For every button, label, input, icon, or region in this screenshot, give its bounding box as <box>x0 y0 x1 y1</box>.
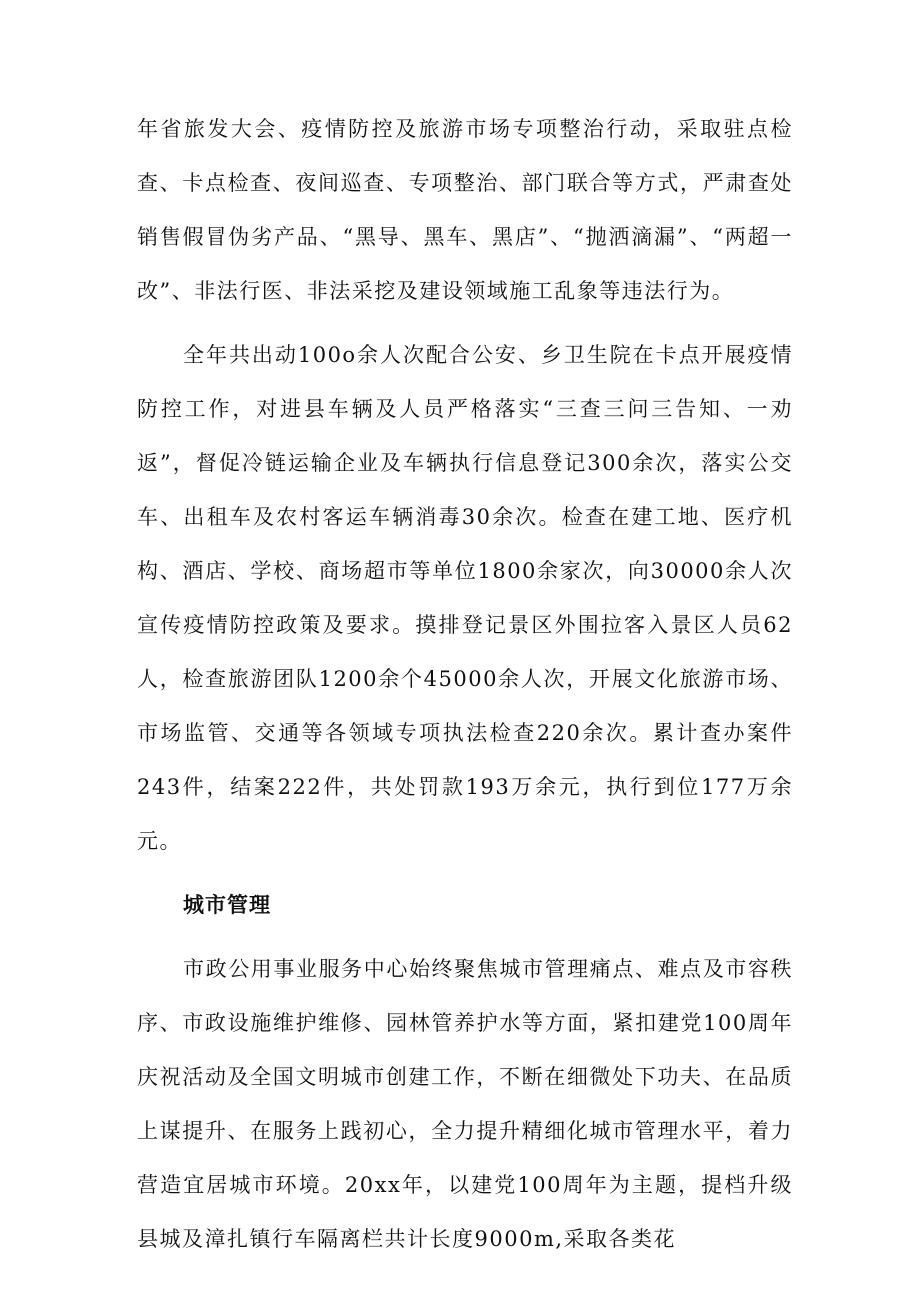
document-page <box>137 102 793 1276</box>
paragraph-city-management: 市政公用事业服务中心始终聚焦城市管理痛点、难点及市容秩序、市政设施维护维修、园林管养护水等方面，紧扣建党100周年庆祝活动及全国文明城市创建工作，不断在细微处下功夫、在品质上谋提升、在服务上践初心，全力提升精细化城市管理水平，着力营造宜居城市环境。20xx年，以建党100周年为主题，提档升级县城及漳扎镇行车隔离栏共计长度9000m,采取各类花 <box>137 957 793 1251</box>
paragraph-continued: 年省旅发大会、疫情防控及旅游市场专项整治行动，采取驻点检查、卡点检查、夜间巡查、专项整治、部门联合等方式，严肃查处销售假冒伪劣产品、“黑导、黑车、黑店”、“抛洒滴漏”、“两超一改”、非法行医、非法采挖及建设领域施工乱象等违法行为。 <box>137 117 793 303</box>
paragraph-enforcement-stats: 全年共出动100o余人次配合公安、乡卫生院在卡点开展疫情防控工作，对进县车辆及人员严格落实“三查三问三告知、一劝返”，督促冷链运输企业及车辆执行信息登记300余次，落实公交车、出租车及农村客运车辆消毒30余次。检查在建工地、医疗机构、酒店、学校、商场超市等单位1800余家次，向30000余人次宣传疫情防控政策及要求。摸排登记景区外围拉客入景区人员62人，检查旅游团队1200余个45000余人次，开展文化旅游市场、市场监管、交通等各领域专项执法检查220余次。累计查办案件243件，结案222件，共处罚款193万余元，执行到位177万余元。 <box>137 343 793 853</box>
section-heading: 城市管理 <box>183 893 271 917</box>
